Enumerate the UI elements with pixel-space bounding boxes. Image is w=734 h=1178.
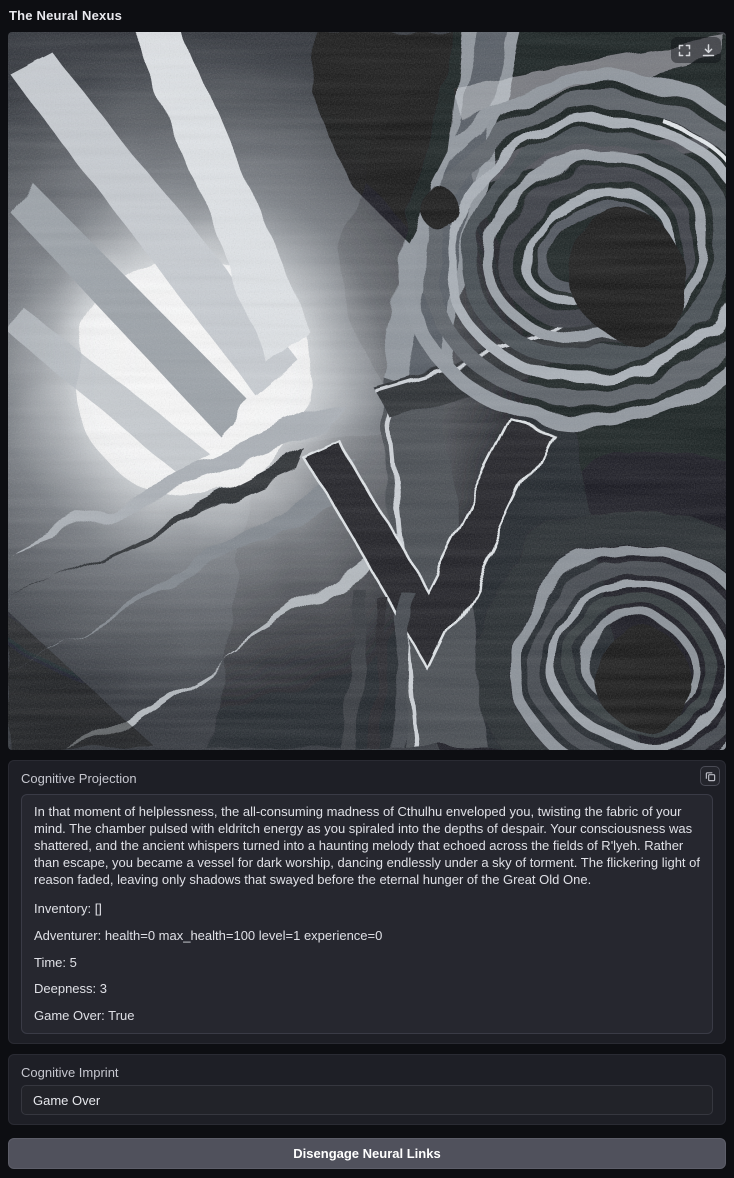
image-toolbar	[671, 37, 721, 63]
copy-icon	[705, 771, 716, 782]
page-title: The Neural Nexus	[9, 8, 123, 23]
disengage-button[interactable]: Disengage Neural Links	[8, 1138, 726, 1169]
stat-time: Time: 5	[34, 954, 77, 970]
cognitive-imprint-panel	[8, 1054, 726, 1125]
download-button[interactable]	[697, 39, 719, 61]
copy-button[interactable]	[700, 766, 720, 786]
fullscreen-icon	[677, 43, 692, 58]
imprint-input[interactable]	[21, 1085, 713, 1115]
stat-game-over: Game Over: True	[34, 1007, 135, 1023]
stat-deepness: Deepness: 3	[34, 981, 107, 997]
download-icon	[701, 43, 716, 58]
cognitive-projection-panel	[8, 760, 726, 1044]
scene-image-panel	[8, 32, 726, 750]
projection-label: Cognitive Projection	[21, 771, 137, 786]
imprint-label: Cognitive Imprint	[21, 1065, 119, 1081]
fullscreen-button[interactable]	[673, 39, 695, 61]
stat-adventurer: Adventurer: health=0 max_health=100 level=1 experience=0	[34, 928, 383, 943]
story-text: In that moment of helplessness, the all-consuming madness of Cthulhu enveloped you, twisting the fabric of your mind. The chamber pulsed with eldritch energy as you spiraled into the depths of despair. Your consciousness was shattered, and the ancient whispers turned into a haunting melody that echoed across the fields of R'lyeh. Rather than escape, you became a vessel for dark worship, dancing endlessly under a sky of torment. The flickering light of reason faded, leaving only shadows that swayed before the eternal hunger of the Great Old One.	[34, 804, 701, 887]
projection-output[interactable]	[21, 794, 713, 1034]
scene-image	[8, 32, 726, 750]
stat-inventory: Inventory: []	[34, 901, 102, 917]
